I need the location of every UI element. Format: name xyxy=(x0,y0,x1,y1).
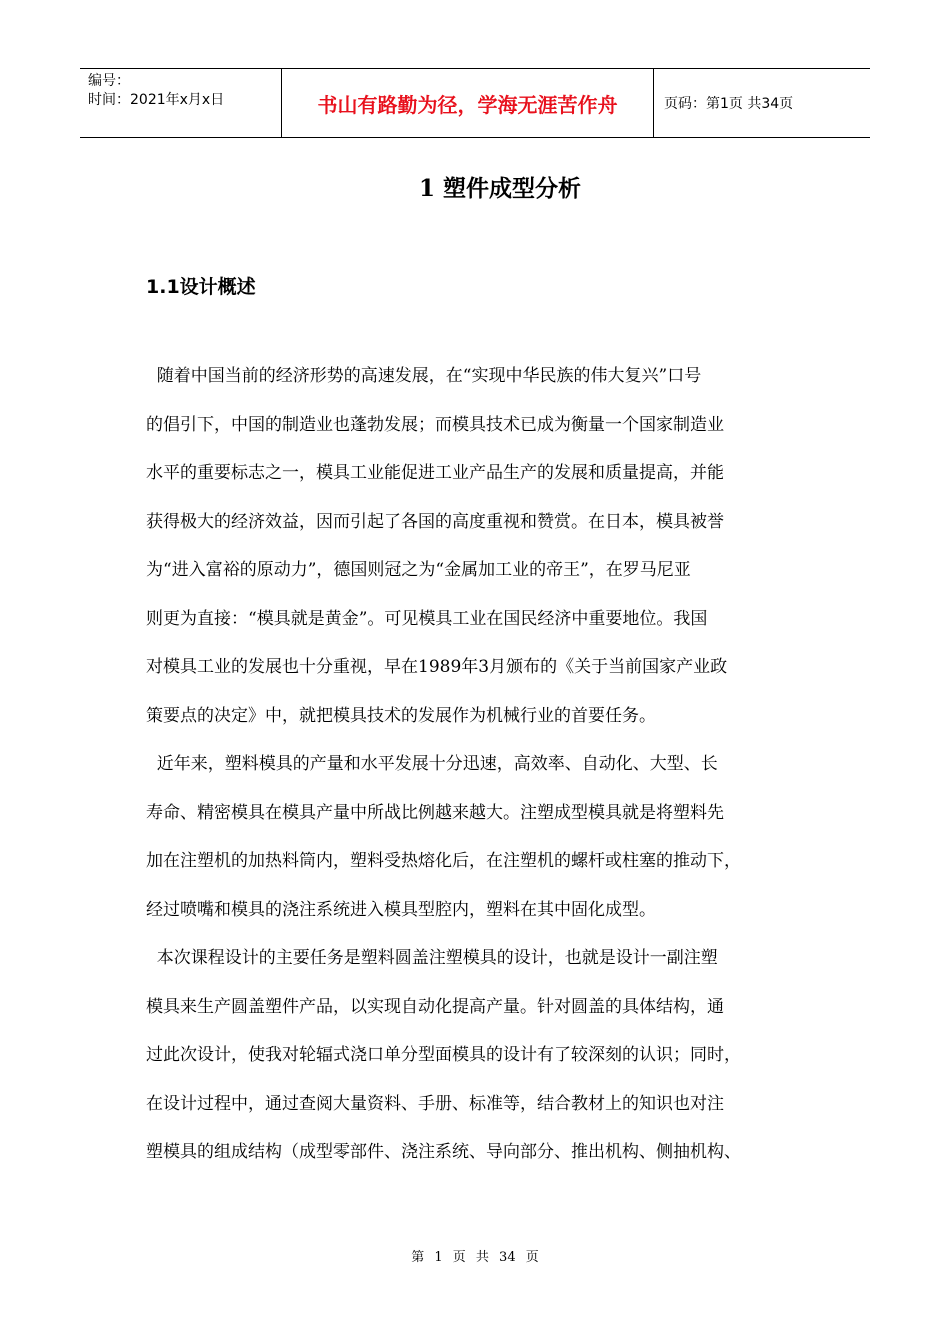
time-label: 时间：2021年x月x日 xyxy=(88,92,225,108)
text-line: 为“进入富裕的原动力”，德国则冠之为“金属加工业的帝王”，在罗马尼亚 xyxy=(146,560,691,580)
text-line: 寿命、精密模具在模具产量中所战比例越来越大。注塑成型模具就是将塑料先 xyxy=(146,802,724,823)
page-info: 页码：第1页 共34页 xyxy=(664,96,794,112)
text-line: 在设计过程中，通过查阅大量资料、手册、标准等，结合教材上的知识也对注 xyxy=(146,1093,724,1114)
header-motto-cell xyxy=(282,69,654,137)
section-title: 1.1设计概述 xyxy=(146,276,256,298)
text-line: 随着中国当前的经济形势的高速发展，在“实现中华民族的伟大复兴”口号 xyxy=(146,366,702,386)
text-line: 近年来，塑料模具的产量和水平发展十分迅速，高效率、自动化、大型、长 xyxy=(146,754,718,774)
text-line: 塑模具的组成结构（成型零部件、浇注系统、导向部分、推出机构、侧抽机构、 xyxy=(146,1142,741,1162)
text-line: 过此次设计，使我对轮辐式浇口单分型面模具的设计有了较深刻的认识；同时， xyxy=(146,1045,741,1065)
text-line: 对模具工业的发展也十分重视，早在1989年3月颁布的《关于当前国家产业政 xyxy=(146,657,728,677)
header-page-cell xyxy=(654,69,870,137)
text-line: 模具来生产圆盖塑件产品，以实现自动化提高产量。针对圆盖的具体结构，通 xyxy=(146,996,724,1017)
header-meta-cell xyxy=(80,69,282,137)
text-line: 水平的重要标志之一，模具工业能促进工业产品生产的发展和质量提高，并能 xyxy=(146,463,724,483)
text-line: 则更为直接：“模具就是黄金”。可见模具工业在国民经济中重要地位。我国 xyxy=(146,608,708,629)
text-line: 的倡引下，中国的制造业也蓬勃发展；而模具技术已成为衡量一个国家制造业 xyxy=(146,414,724,435)
header-table xyxy=(80,68,870,138)
text-line: 获得极大的经济效益，因而引起了各国的高度重视和赞赏。在日本，模具被誉 xyxy=(146,511,724,532)
text-line: 经过喷嘴和模具的浇注系统进入模具型腔内，塑料在其中固化成型。 xyxy=(146,899,656,920)
motto-text: 书山有路勤为径，学海无涯苦作舟 xyxy=(317,92,618,117)
page-footer: 第 1 页 共 34 页 xyxy=(411,1250,539,1265)
text-line: 加在注塑机的加热料筒内，塑料受热熔化后，在注塑机的螺杆或柱塞的推动下， xyxy=(146,851,741,871)
number-label: 编号： xyxy=(88,73,130,89)
text-line: 策要点的决定》中，就把模具技术的发展作为机械行业的首要任务。 xyxy=(146,705,656,726)
body-text xyxy=(146,352,812,1177)
text-line: 本次课程设计的主要任务是塑料圆盖注塑模具的设计，也就是设计一副注塑 xyxy=(146,948,718,968)
chapter-title: 1 塑件成型分析 xyxy=(418,175,581,202)
